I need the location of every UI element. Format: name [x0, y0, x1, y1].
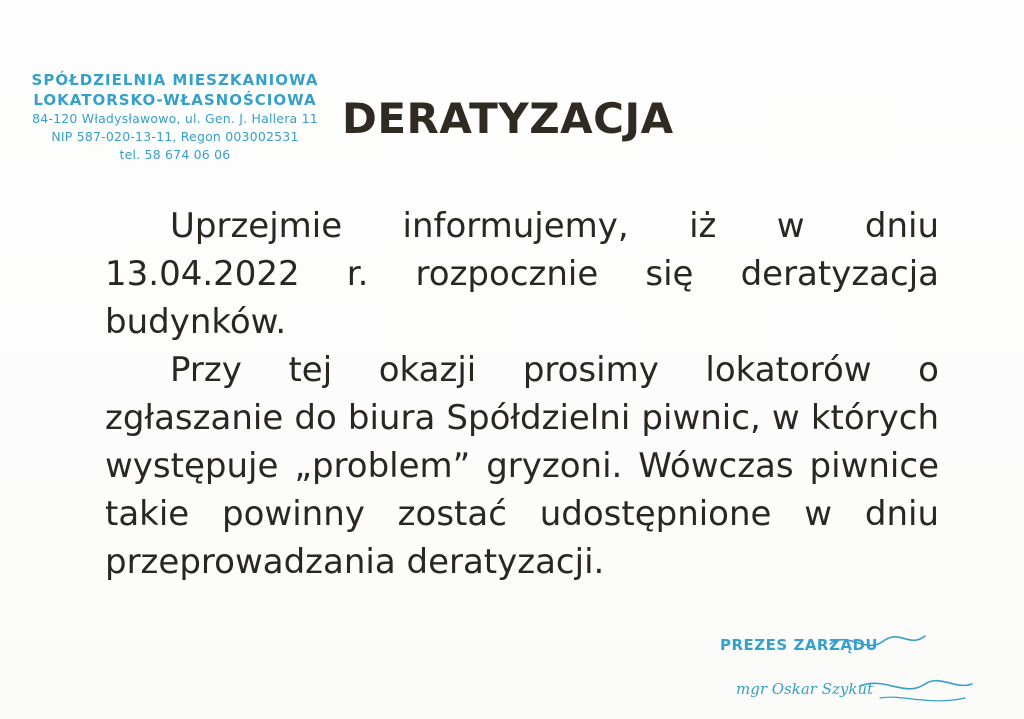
signature-stamp — [720, 636, 980, 698]
cooperative-stamp — [30, 70, 320, 164]
handwritten-signature-icon — [740, 626, 980, 716]
notice-paragraph-2: Przy tej okazji prosimy lokatorów o zgłaszanie do biura Spółdzielni piwnic, w których występuje „problem” gryzoni. Wówczas piwnice takie powinny zostać udostępnione w dniu przeprowadzania deratyzacji. — [105, 350, 939, 582]
notice-title: DERATYZACJA — [342, 94, 674, 143]
notice-body — [105, 202, 939, 586]
stamp-line-nip-regon: NIP 587-020-13-11, Regon 003002531 — [51, 129, 299, 144]
stamp-line-address: 84-120 Władysławowo, ul. Gen. J. Hallera 11 — [32, 111, 318, 126]
stamp-line-type: LOKATORSKO-WŁASNOŚCIOWA — [33, 91, 317, 109]
stamp-line-name: SPÓŁDZIELNIA MIESZKANIOWA — [31, 71, 319, 89]
signature-title: PREZES ZARZĄDU — [720, 636, 879, 654]
stamp-line-phone: tel. 58 674 06 06 — [119, 147, 231, 162]
signature-name: mgr Oskar Szykut — [736, 680, 874, 698]
notice-paragraph-1: Uprzejmie informujemy, iż w dniu 13.04.2022 r. rozpocznie się deratyzacja budynków. — [105, 206, 939, 342]
